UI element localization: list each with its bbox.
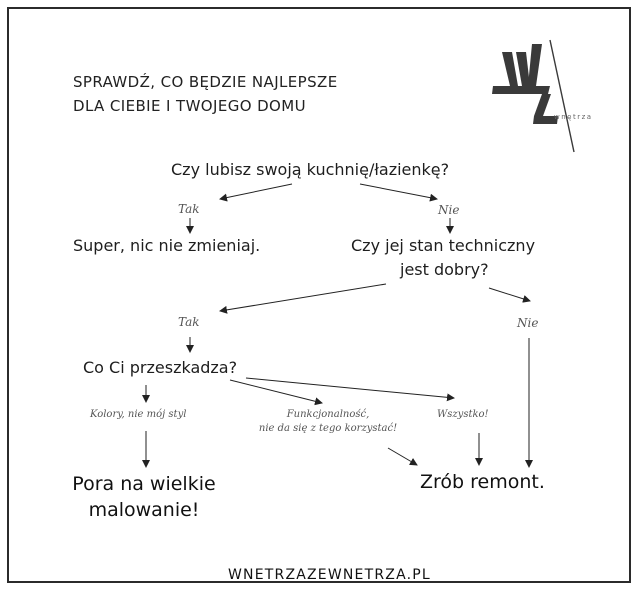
q2-answer-yes: Tak: [178, 315, 200, 329]
result-keep: Super, nic nie zmieniaj.: [73, 236, 261, 255]
arrow-q1-no: [360, 184, 437, 199]
q2-answer-no: Nie: [517, 316, 539, 330]
arrow-q1-yes: [220, 184, 292, 199]
result-paint-line-2: malowanie!: [88, 499, 200, 521]
header-line-2: DLA CIEBIE I TWOJEGO DOMU: [73, 97, 306, 115]
question-2-line-1: Czy jej stan techniczny: [351, 236, 536, 255]
option-everything: Wszystko!: [437, 409, 489, 420]
arrow-q3-function: [230, 380, 322, 403]
arrow-function-renovate: [388, 448, 417, 465]
question-2-line-2: jest dobry?: [400, 260, 489, 279]
result-paint-line-1: Pora na wielkie: [72, 473, 216, 495]
q1-answer-yes: Tak: [178, 202, 200, 216]
option-colors: Kolory, nie mój styl: [90, 409, 187, 420]
q1-answer-no: Nie: [438, 203, 460, 217]
option-function: [248, 408, 408, 436]
arrow-q2-yes: [220, 284, 386, 311]
question-3: Co Ci przeszkadza?: [83, 358, 238, 377]
arrow-q2-no: [489, 288, 530, 301]
option-function-line-2: nie da się z tego korzystać!: [258, 423, 398, 434]
footer-site: WNETRZAZEWNETRZA.PL: [228, 567, 431, 583]
result-paint: [70, 471, 218, 523]
header-line-1: SPRAWDŹ, CO BĘDZIE NAJLEPSZE: [73, 73, 338, 91]
logo-subtext: wnętrza: [554, 113, 593, 121]
result-renovate: Zrób remont.: [420, 471, 545, 493]
arrow-q3-everything: [246, 378, 454, 398]
option-function-line-1: Funkcjonalność,: [286, 409, 370, 420]
question-1: Czy lubisz swoją kuchnię/łazienkę?: [171, 160, 450, 179]
